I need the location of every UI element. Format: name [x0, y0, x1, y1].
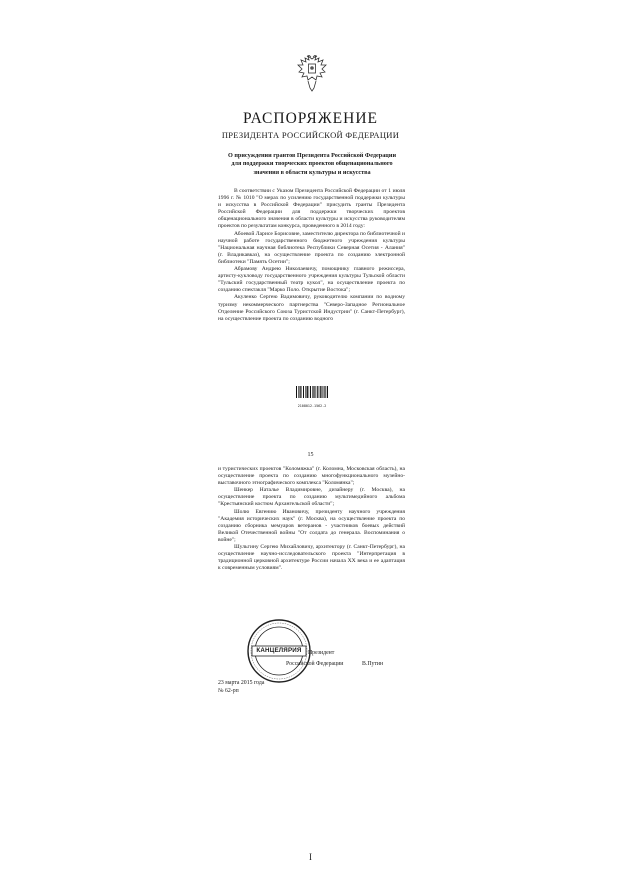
body-part-2 [218, 466, 405, 572]
body-part-1 [218, 188, 405, 323]
document-heading [200, 152, 424, 177]
body-paragraph: Абоевой Ларисе Борисовне, заместителю директора по библиотечной и научной работе государственного бюджетного учреждения культуры "Национальная научная библиотека Республики Северная Осетия - Алания" (г. Владикавказ), на осуществление проекта по созданию электронной библиотеки "Память Осетии"; [218, 230, 405, 265]
barcode-number: 2108012-1562-2 [297, 404, 327, 408]
body-paragraph: Акуленко Сергею Вадимовичу, руководителю компании по водному туризму некоммерческого партнерства "Северо-Западное Региональное Отделение Российского Союза Туристской Индустрии" (г. Санкт-Петербург), на осуществление проекта по созданию водного [218, 294, 405, 322]
body-paragraph: Шенкер Наталье Владимировне, дизайнеру (г. Москва), на осуществление проекта по созданию мультимедийного альбома "Крестьянский костюм Архангельской области"; [218, 487, 405, 508]
body-paragraph: Абрамову Андрею Николаевичу, помощнику главного режиссера, артисту-кукловоду государственного учреждения культуры Тульской области "Тульский государственный театр кукол", на осуществление проекта по созданию спектакля "Марко Поло. Открытие Востока"; [218, 266, 405, 294]
document-title: РАСПОРЯЖЕНИЕ [243, 110, 378, 127]
official-stamp [246, 618, 312, 684]
bottom-page-mark: I [309, 852, 312, 862]
signature-title-line2: Российской Федерации [286, 661, 344, 667]
document-number: № 62-рп [218, 688, 239, 694]
body-paragraph: Шульгину Сергею Михайловичу, архитектору (г. Санкт-Петербург), на осуществление научно-исследовательского проекта "Интерпретация в традиционной церковной архитектуре России начала XX века и ее адаптация к современным условиям". [218, 544, 405, 572]
document-subtitle: ПРЕЗИДЕНТА РОССИЙСКОЙ ФЕДЕРАЦИИ [221, 130, 400, 140]
document-date: 23 марта 2015 года [218, 680, 265, 686]
page-number: 15 [307, 452, 314, 458]
signature-title-line1: Президент [308, 650, 335, 656]
barcode-icon [296, 386, 328, 398]
signature-name: В.Путин [362, 661, 384, 667]
heading-line: О присуждении грантов Президента Российской Федерации [227, 152, 397, 159]
heading-line: для поддержки творческих проектов общенационального [231, 160, 393, 168]
body-paragraph: В соответствии с Указом Президента Российской Федерации от 1 июля 1996 г. № 1010 "О мерах по усилению государственной поддержки культуры и искусства в Российской Федерации" присудить гранты Президента Российской Федерации для поддержки творческих проектов общенационального значения в области культуры и искусства руководителям проектов по результатам конкурса, проведенного в 2014 году: [218, 188, 405, 230]
stamp-text: КАНЦЕЛЯРИЯ [256, 647, 302, 654]
body-paragraph: Шолю Евгению Ивановичу, президенту научного учреждения "Академия исторических наук" (г. Москва), на осуществление проекта по созданию сборника мемуаров ветеранов - участников боевых действий Великой Отечественной войны "От солдата до генерала. Воспоминания о войне"; [218, 508, 405, 543]
body-paragraph: и туристических проектов "Коломяжка" (г. Коломна, Московская область), на осуществление проекта по созданию многофункционального музейно-выставочного этнографического комплекса "Коломянка"; [218, 466, 405, 487]
heading-line: значения в области культуры и искусства [253, 168, 371, 176]
state-emblem-icon [296, 55, 328, 93]
barcode [296, 385, 328, 408]
